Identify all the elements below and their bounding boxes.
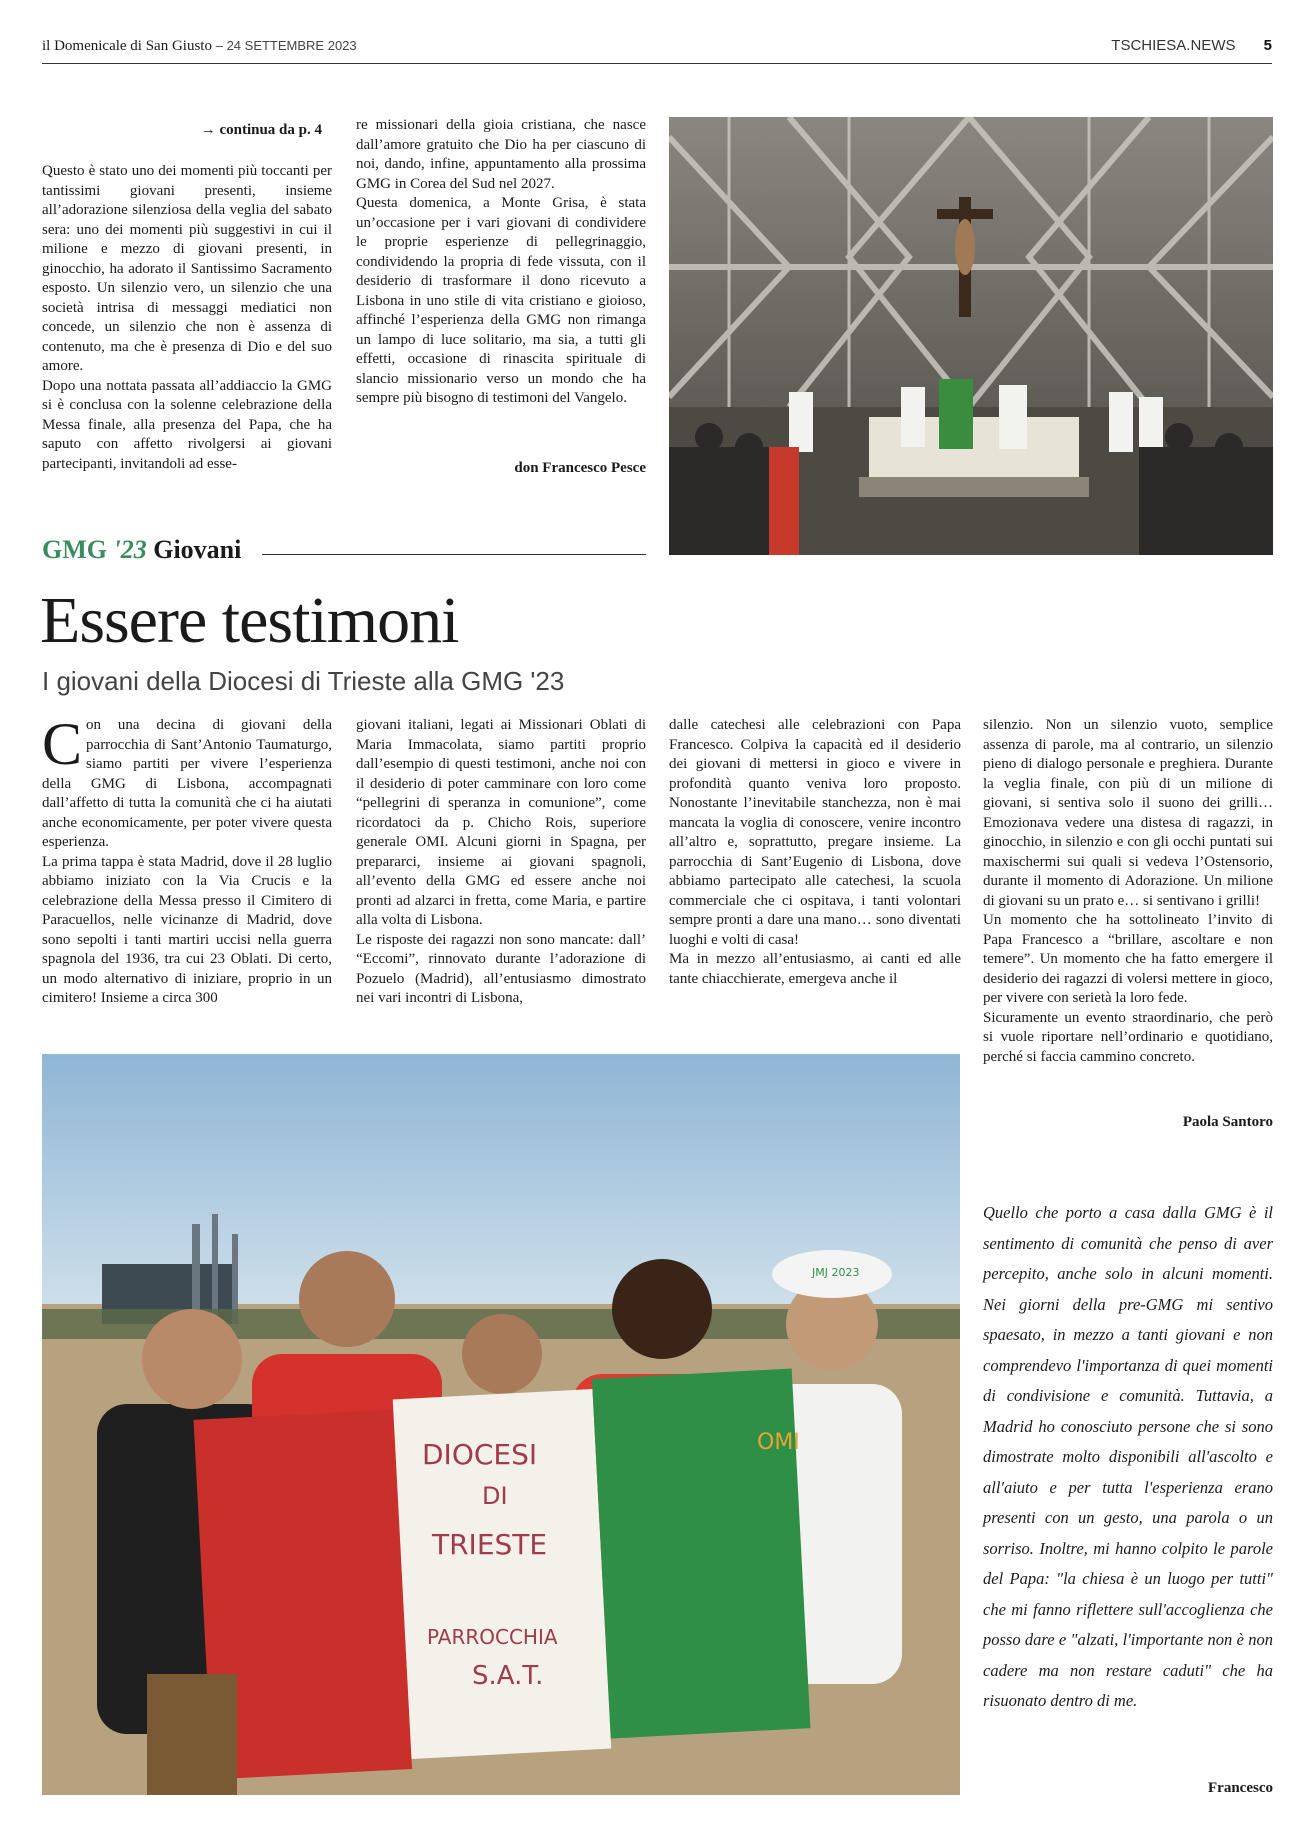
main-article-column-4 (983, 716, 1273, 1067)
top-article-author: don Francesco Pesce (514, 460, 646, 476)
quote-author: Francesco (1208, 1780, 1273, 1796)
testimony-quote: Quello che porto a casa dalla GMG è il sentimento di comunità che penso di aver percepito, anche solo in alcuni momenti. Nei giorni della pre-GMG mi sentivo spaesato, in mezzo a tanti giovani e non comprendevo l'importanza di quei momenti di condivisione e comunità. Tuttavia, a Madrid ho conosciuto persone che si sono dimostrate molto disponibili all'ascolto e all'aiuto e per tutta l'esperienza erano presenti con un gesto, una parola o un sorriso. Inoltre, mi hanno colpito le parole del Papa: "la chiesa è un luogo per tutti" che mi fanno riflettere sull'accoglienza che posso dare e "alzati, l'importante non è non cadere ma non restare caduti" che ha risuonato dentro di me. (983, 1203, 1273, 1710)
paragraph: Sicuramente un evento straordinario, che però si vuole riportare nell’ordinario e quotidiano, perché si faccia cammino concreto. (983, 1009, 1273, 1065)
main-article-author: Paola Santoro (1182, 1114, 1273, 1130)
paragraph-text: on una decina di giovani della parrocchia di Sant’Antonio Taumaturgo, siamo partiti per vivere l’esperienza della GMG di Lisbona, accompagnati dall’affetto di tutta la comunità che ci ha aiutati anche economicamente, per poter vivere questa esperienza. (42, 717, 332, 850)
paragraph: Questo è stato uno dei momenti più toccanti per tantissimi giovani presenti, insieme all’adorazione silenziosa della veglia del sabato sera: uno dei momenti più suggestivi in cui il milione e mezzo di giovani presenti, in ginocchio, ha adorato il Santissimo Sacramento esposto. Un silenzio vero, un silenzio che una società intrisa di messaggi mediatici non concede, un silenzio che non è assenza di contenuto, ma che è presenza di Dio e del suo amore. (42, 163, 332, 374)
paragraph: Dopo una nottata passata all’addiaccio la GMG si è conclusa con la solenne celebrazione della Messa finale, alla presenza del Papa, che ha saputo con affetto rivolgersi ai giovani partecipanti, invitandoli ad esse- (42, 377, 332, 472)
header-rule (42, 63, 1272, 64)
paragraph: dalle catechesi alle celebrazioni con Papa Francesco. Colpiva la capacità ed il desiderio dei giovani di mettersi in gioco e vivere in profondità quanto veniva loro proposto. Nonostante l’inevitabile stanchezza, non è mai mancata la voglia di conoscere, venire incontro all’altro e, soprattutto, pregare insieme. La parrocchia di Sant’Eugenio di Lisbona, dove abbiamo partecipato alle catechesi, la scuola commerciale che ci ospitava, i tanti volontari sempre pronti a dare una mano… sono diventati luoghi e volti di casa! (669, 717, 961, 948)
continued-from: → continua da p. 4 (200, 122, 322, 138)
newspaper-masthead (42, 38, 357, 55)
flag-text-line-3: TRIESTE (432, 1528, 548, 1561)
paragraph: La prima tappa è stata Madrid, dove il 28 luglio abbiamo iniziato con la Via Crucis e la celebrazione della Messa presso il Cimitero di Paracuellos, nelle vicinanze di Madrid, dove sono sepolti i tanti martiri uccisi nella guerra spagnola del 1936, tra cui 23 Oblati. Di certo, un modo alternativo di iniziare, proprio in un cimitero! Insieme a circa 300 (42, 853, 332, 1006)
group-flag-photo (42, 1054, 960, 1795)
paragraph: silenzio. Non un silenzio vuoto, semplice assenza di parole, ma al contrario, un silenzio pieno di dialogo personale e preghiera. Durante la veglia finale, con più di un milione di giovani, si sentiva solo il suono dei grilli… Emozionava vedere una distesa di ragazzi, in ginocchio, in silenzio e con gli occhi puntati sui maxischermi sui quali si vedeva l’Ostensorio, durante il momento di Adorazione. Un milione di giovani su un prato e… si sentivano i grilli! (983, 717, 1273, 909)
paragraph: Ma in mezzo all’entusiasmo, ai canti ed alle tante chiacchierate, emergeva anche il (669, 951, 961, 987)
church-mass-photo (669, 117, 1273, 555)
flag-text-line-5: S.A.T. (472, 1661, 544, 1691)
issue-date: – 24 SETTEMBRE 2023 (215, 38, 357, 53)
paragraph: Le risposte dei ragazzi non sono mancate: dall’ “Eccomi”, rinnovato durante l’adorazione di Pozuelo (Madrid), all’entusiasmo dimostrato nei vari incontri di Lisbona, (356, 931, 646, 1006)
section-rule (262, 554, 646, 555)
drop-cap: C (42, 711, 83, 777)
article-subheadline: I giovani della Diocesi di Trieste alla GMG '23 (42, 666, 565, 696)
top-article-column-2 (356, 116, 646, 409)
article-headline: Essere testimoni (40, 584, 459, 657)
section-tag (42, 535, 241, 565)
section-label: Giovani (153, 535, 242, 564)
paragraph (42, 711, 332, 853)
hat-text: JMJ 2023 (812, 1266, 860, 1279)
newspaper-name: il Domenicale di San Giusto (42, 38, 212, 54)
page-number: 5 (1263, 37, 1272, 54)
paragraph: Questa domenica, a Monte Grisa, è stata un’occasione per i vari giovani di condividere le proprie esperienze di pellegrinaggio, condividendo la propria di fede vissuta, con il desiderio di trasformare il dono ricevuto a Lisbona in uno stile di vita cristiano e gioioso, affinché l’esperienza della GMG non rimanga un lampo di luce solitario, ma sia, a tutti gli effetti, occasione di rinascita spirituale di slancio missionario verso un mondo che ha sempre più bisogno di testimoni del Vangelo. (356, 195, 646, 406)
section-year: '23 (113, 535, 147, 564)
flag-text-line-1: DIOCESI (422, 1438, 538, 1471)
main-article-column-3 (669, 716, 961, 989)
site-name: TSCHIESA.NEWS (1111, 37, 1236, 54)
flag-text-line-2: DI (482, 1482, 508, 1510)
section-gmg: GMG (42, 535, 107, 564)
top-article-column-1 (42, 162, 332, 474)
shirt-text: OMI (757, 1430, 800, 1455)
main-article-column-1 (42, 711, 332, 1009)
flag-text-line-4: PARROCCHIA (427, 1625, 558, 1649)
main-article-column-2 (356, 716, 646, 1009)
paragraph: giovani italiani, legati ai Missionari Oblati di Maria Immacolata, siamo partiti proprio dall’esempio di questi testimoni, anche noi con il desiderio di poter camminare con loro come “pellegrini di speranza in comunione”, come ricordatoci da p. Chicho Rois, superiore generale OMI. Alcuni giorni in Spagna, per prepararci, insieme ai giovani spagnoli, all’evento della GMG ed essere anche noi pronti ad alzarci in fretta, come Maria, e partire alla volta di Lisbona. (356, 717, 646, 928)
paragraph: Un momento che ha sottolineato l’invito di Papa Francesco a “brillare, ascoltare e non temere”. Un momento che ha fatto emergere il desiderio dei ragazzi di volersi mettere in gioco, per vivere con serietà la loro fede. (983, 912, 1273, 1006)
paragraph: re missionari della gioia cristiana, che nasce dall’amore gratuito che Dio ha per ciascuno di noi, dando, infine, appuntamento alla prossima GMG in Corea del Sud nel 2027. (356, 117, 646, 192)
header-right (1111, 37, 1272, 54)
